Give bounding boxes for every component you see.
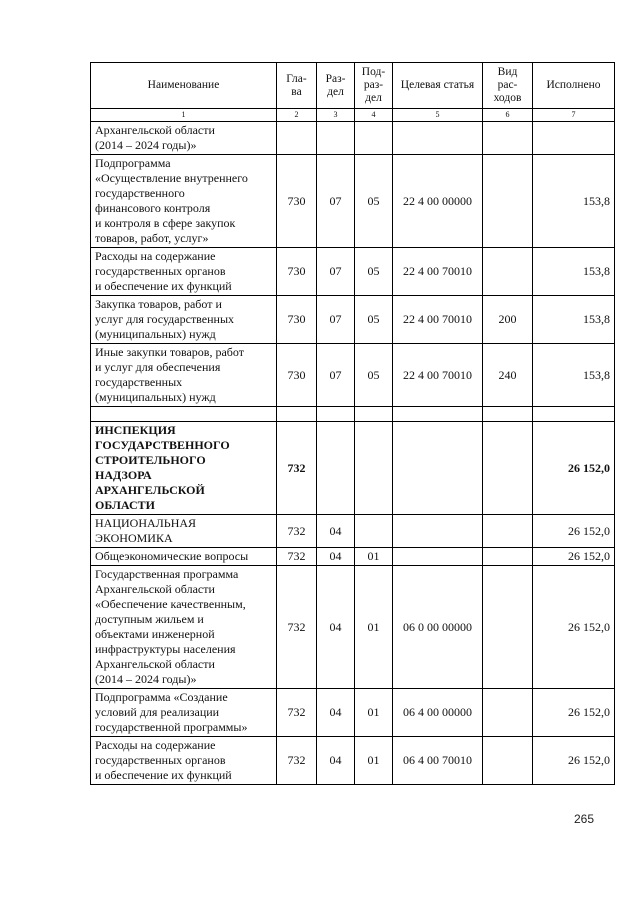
row-subsection: 05 <box>355 296 393 344</box>
row-section: 04 <box>317 737 355 785</box>
header-name: Наименование <box>91 63 277 109</box>
column-number: 7 <box>533 109 615 122</box>
row-kind <box>483 422 533 515</box>
row-kind <box>483 689 533 737</box>
row-target: 22 4 00 70010 <box>393 296 483 344</box>
row-subsection: 05 <box>355 155 393 248</box>
row-executed: 26 152,0 <box>533 548 615 566</box>
table-row <box>91 296 615 344</box>
row-section: 07 <box>317 248 355 296</box>
row-kind <box>483 407 533 422</box>
table-row <box>91 548 615 566</box>
row-target <box>393 407 483 422</box>
table-row <box>91 344 615 407</box>
row-executed: 26 152,0 <box>533 515 615 548</box>
row-name: Государственная программа Архангельской области «Обеспечение качественным, доступным жильем и объектами инженерной инфраструктуры населения Архангельской области (2014 – 2024 годы)» <box>91 566 277 689</box>
column-number: 2 <box>277 109 317 122</box>
row-target <box>393 515 483 548</box>
column-number: 1 <box>91 109 277 122</box>
table-row <box>91 155 615 248</box>
row-target: 06 0 00 00000 <box>393 566 483 689</box>
row-chapter: 730 <box>277 344 317 407</box>
header-subsection: Под- раз- дел <box>355 63 393 109</box>
row-subsection: 05 <box>355 248 393 296</box>
table-row <box>91 122 615 155</box>
row-chapter: 730 <box>277 296 317 344</box>
row-kind <box>483 548 533 566</box>
table-row <box>91 689 615 737</box>
row-name: Расходы на содержание государственных органов и обеспечение их функций <box>91 248 277 296</box>
row-kind <box>483 248 533 296</box>
row-target <box>393 548 483 566</box>
row-name: Подпрограмма «Осуществление внутреннего государственного финансового контроля и контроля в сфере закупок товаров, работ, услуг» <box>91 155 277 248</box>
header-row <box>91 63 615 109</box>
row-subsection <box>355 422 393 515</box>
row-executed: 153,8 <box>533 296 615 344</box>
row-name: Расходы на содержание государственных органов и обеспечение их функций <box>91 737 277 785</box>
row-section: 04 <box>317 566 355 689</box>
header-section: Раз- дел <box>317 63 355 109</box>
row-target: 22 4 00 70010 <box>393 248 483 296</box>
header-executed: Исполнено <box>533 63 615 109</box>
row-subsection: 05 <box>355 344 393 407</box>
table-row <box>91 515 615 548</box>
row-name: НАЦИОНАЛЬНАЯ ЭКОНОМИКА <box>91 515 277 548</box>
row-kind <box>483 122 533 155</box>
row-section: 04 <box>317 515 355 548</box>
budget-table <box>90 62 615 785</box>
row-name: Закупка товаров, работ и услуг для государственных (муниципальных) нужд <box>91 296 277 344</box>
column-number: 3 <box>317 109 355 122</box>
row-chapter: 732 <box>277 737 317 785</box>
row-target: 22 4 00 00000 <box>393 155 483 248</box>
row-subsection: 01 <box>355 737 393 785</box>
column-number: 4 <box>355 109 393 122</box>
header-target: Целевая статья <box>393 63 483 109</box>
row-target: 06 4 00 70010 <box>393 737 483 785</box>
row-executed: 26 152,0 <box>533 422 615 515</box>
empty-row <box>91 407 615 422</box>
row-section: 04 <box>317 548 355 566</box>
row-kind: 240 <box>483 344 533 407</box>
row-name: Подпрограмма «Создание условий для реализации государственной программы» <box>91 689 277 737</box>
column-number: 6 <box>483 109 533 122</box>
row-executed <box>533 122 615 155</box>
row-target: 06 4 00 00000 <box>393 689 483 737</box>
row-section <box>317 407 355 422</box>
row-kind <box>483 155 533 248</box>
row-subsection <box>355 122 393 155</box>
row-name: ИНСПЕКЦИЯ ГОСУДАРСТВЕННОГО СТРОИТЕЛЬНОГО НАДЗОРА АРХАНГЕЛЬСКОЙ ОБЛАСТИ <box>91 422 277 515</box>
row-executed: 26 152,0 <box>533 689 615 737</box>
row-chapter <box>277 122 317 155</box>
row-section <box>317 422 355 515</box>
table-row-agency <box>91 422 615 515</box>
row-kind <box>483 737 533 785</box>
row-kind <box>483 566 533 689</box>
table-row <box>91 737 615 785</box>
row-name: Архангельской области (2014 – 2024 годы)» <box>91 122 277 155</box>
column-number: 5 <box>393 109 483 122</box>
row-executed: 153,8 <box>533 155 615 248</box>
row-kind <box>483 515 533 548</box>
column-number-row <box>91 109 615 122</box>
row-subsection <box>355 407 393 422</box>
row-section: 07 <box>317 344 355 407</box>
row-target <box>393 422 483 515</box>
row-executed: 26 152,0 <box>533 737 615 785</box>
row-section: 07 <box>317 296 355 344</box>
row-name: Общеэкономические вопросы <box>91 548 277 566</box>
header-kind: Вид рас- ходов <box>483 63 533 109</box>
row-subsection: 01 <box>355 548 393 566</box>
row-chapter: 732 <box>277 422 317 515</box>
row-name: Иные закупки товаров, работ и услуг для обеспечения государственных (муниципальных) нужд <box>91 344 277 407</box>
row-subsection <box>355 515 393 548</box>
row-target <box>393 122 483 155</box>
row-subsection: 01 <box>355 566 393 689</box>
header-chapter: Гла- ва <box>277 63 317 109</box>
row-name <box>91 407 277 422</box>
row-target: 22 4 00 70010 <box>393 344 483 407</box>
row-chapter: 732 <box>277 566 317 689</box>
page-number: 265 <box>574 812 595 826</box>
row-chapter: 732 <box>277 689 317 737</box>
table-row <box>91 566 615 689</box>
row-subsection: 01 <box>355 689 393 737</box>
row-executed <box>533 407 615 422</box>
row-chapter: 732 <box>277 515 317 548</box>
row-section: 07 <box>317 155 355 248</box>
row-chapter <box>277 407 317 422</box>
row-chapter: 730 <box>277 248 317 296</box>
row-executed: 153,8 <box>533 344 615 407</box>
row-executed: 26 152,0 <box>533 566 615 689</box>
row-chapter: 730 <box>277 155 317 248</box>
row-section: 04 <box>317 689 355 737</box>
row-executed: 153,8 <box>533 248 615 296</box>
row-kind: 200 <box>483 296 533 344</box>
row-chapter: 732 <box>277 548 317 566</box>
table-row <box>91 248 615 296</box>
row-section <box>317 122 355 155</box>
